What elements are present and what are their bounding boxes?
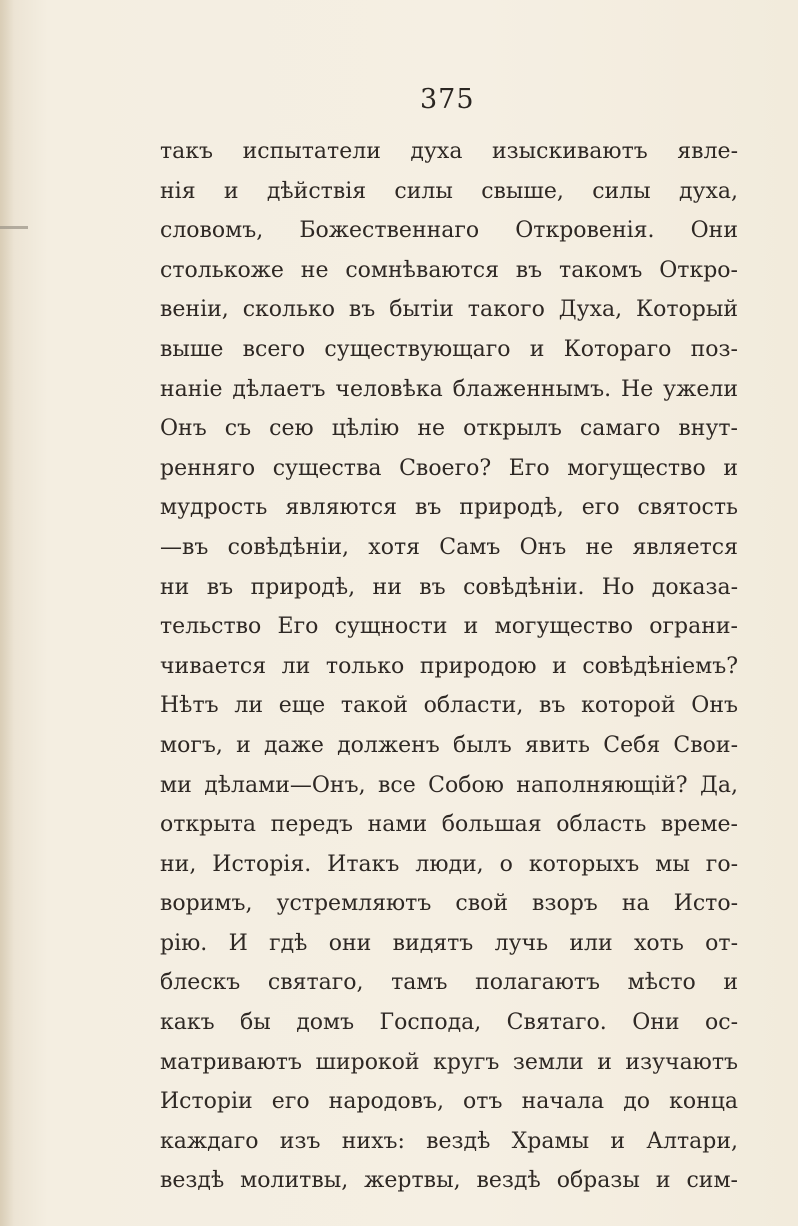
text-line: ренняго существа Своего? Его могущество и: [160, 455, 738, 481]
text-line: выше всего существующаго и Котораго поз-: [160, 336, 738, 362]
text-line: блескъ святаго, тамъ полагаютъ мѣсто и: [160, 970, 738, 996]
text-line: —въ совѣдѣніи, хотя Самъ Онъ не является: [160, 534, 738, 560]
page-number: 375: [420, 84, 475, 115]
text-line: матриваютъ широкой кругъ земли и изучаютъ: [160, 1049, 738, 1075]
page-edge-mark: [0, 226, 28, 229]
text-line: ни, Исторія. Итакъ люди, о которыхъ мы го-: [160, 851, 738, 877]
text-line: тельство Его сущности и могущество ограни-: [160, 614, 738, 640]
page-gutter-shadow: [0, 0, 14, 1226]
text-line: вездѣ молитвы, жертвы, вездѣ образы и сим-: [160, 1168, 738, 1194]
body-text: [160, 132, 738, 1201]
text-line: ми дѣлами—Онъ, все Собою наполняющій? Да,: [160, 772, 738, 798]
text-line: каждаго изъ нихъ: вездѣ Храмы и Алтари,: [160, 1128, 738, 1154]
text-line: мудрость являются въ природѣ, его святость: [160, 495, 738, 521]
text-line: такъ испытатели духа изыскиваютъ явле-: [160, 139, 738, 164]
text-line: открыта передъ нами большая область време-: [160, 812, 738, 838]
text-line: чивается ли только природою и совѣдѣніемъ?: [160, 653, 738, 679]
text-line: нія и дѣйствія силы свыше, силы духа,: [160, 178, 738, 204]
text-line: какъ бы домъ Господа, Святаго. Они ос-: [160, 1010, 738, 1036]
text-line: могъ, и даже долженъ былъ явить Себя Свои-: [160, 732, 738, 758]
text-line: столькоже не сомнѣваются въ такомъ Откро-: [160, 257, 738, 283]
text-line: Онъ съ сею цѣлію не открылъ самаго внут-: [160, 416, 738, 442]
text-line: воримъ, устремляютъ свой взоръ на Исто-: [160, 891, 738, 917]
text-line: рію. И гдѣ они видятъ лучь или хоть от-: [160, 930, 738, 956]
text-line: ни въ природѣ, ни въ совѣдѣніи. Но доказа-: [160, 574, 738, 600]
text-line: веніи, сколько въ бытіи такого Духа, Который: [160, 297, 738, 323]
text-line: словомъ, Божественнаго Откровенія. Они: [160, 218, 738, 244]
text-line: Нѣтъ ли еще такой области, въ которой Онъ: [160, 693, 738, 719]
text-line: Исторіи его народовъ, отъ начала до конца: [160, 1089, 738, 1115]
text-line: наніе дѣлаетъ человѣка блаженнымъ. Не ужели: [160, 376, 738, 402]
